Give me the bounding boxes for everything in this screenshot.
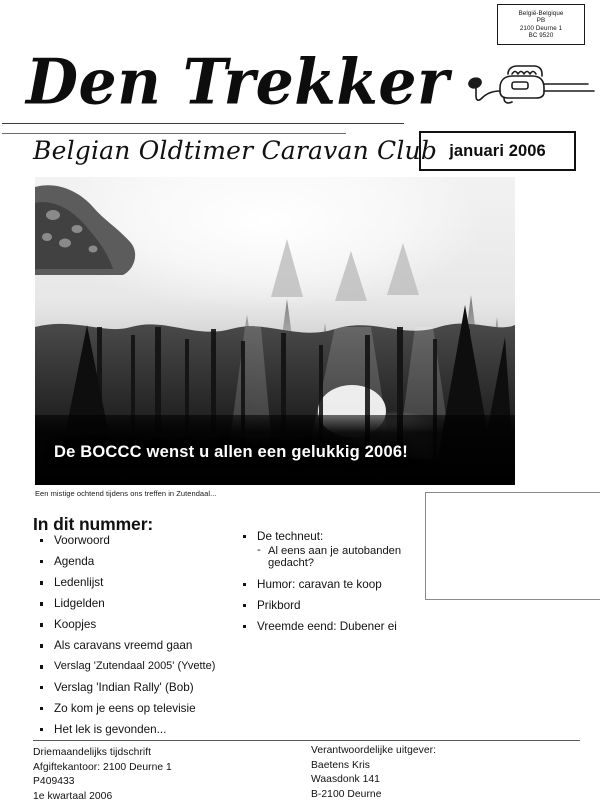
list-item[interactable]: Ledenlijst: [33, 576, 238, 590]
footer-left-line: Afgiftekantoor: 2100 Deurne 1: [33, 761, 172, 773]
permit-line-2: PB: [536, 17, 546, 25]
list-item[interactable]: Het lek is gevonden...: [33, 723, 238, 737]
footer-right-block: [311, 744, 436, 802]
issue-date-box: [419, 131, 576, 171]
footer-right-line: Baetens Kris: [311, 759, 370, 771]
masthead-title: Den Trekker: [26, 46, 450, 120]
permit-line-1: België-Belgique: [518, 9, 564, 17]
footer-left-line: 1e kwartaal 2006: [33, 790, 113, 802]
footer-left-line: Driemaandelijks tijdschrift: [33, 747, 152, 758]
permit-line-4: BC 9520: [528, 31, 554, 39]
footer-left-block: [33, 746, 172, 804]
list-item[interactable]: [236, 530, 426, 570]
contents-column-left: [33, 534, 238, 744]
list-item[interactable]: Voorwoord: [33, 534, 238, 548]
list-item[interactable]: Agenda: [33, 555, 238, 569]
photo-caption: Een mistige ochtend tijdens ons treffen in Zutendaal...: [35, 489, 217, 498]
caravan-icon: [462, 58, 600, 116]
footer-right-line: Verantwoordelijke uitgever:: [311, 745, 436, 756]
list-item-label: De techneut:: [257, 530, 324, 543]
footer-divider: [33, 740, 580, 741]
issue-date-label: januari 2006: [449, 141, 546, 160]
contents-list-left: [33, 534, 238, 736]
permit-line-3: 2100 Deurne 1: [519, 24, 563, 32]
list-item[interactable]: Verslag 'Indian Rally' (Bob): [33, 681, 238, 695]
postal-permit-box: [497, 4, 585, 45]
contents-column-right: [236, 530, 426, 641]
contents-heading: In dit nummer:: [33, 514, 154, 534]
list-item[interactable]: Verslag 'Zutendaal 2005' (Yvette): [33, 660, 238, 673]
masthead-subtitle: Belgian Oldtimer Caravan Club: [33, 136, 438, 165]
masthead-rule-top: [2, 123, 404, 124]
photo-banner: [35, 436, 515, 468]
list-item[interactable]: Als caravans vreemd gaan: [33, 639, 238, 653]
list-item[interactable]: Koopjes: [33, 618, 238, 632]
footer-right-line: B-2100 Deurne: [311, 788, 382, 800]
footer-right-line: Waasdonk 141: [311, 774, 380, 786]
contents-sublist: [257, 545, 426, 571]
list-item[interactable]: Lidgelden: [33, 597, 238, 611]
list-item[interactable]: Humor: caravan te koop: [236, 578, 426, 592]
list-item[interactable]: Zo kom je eens op televisie: [33, 702, 238, 716]
footer-left-line: P409433: [33, 776, 75, 788]
cover-photo: [35, 177, 515, 485]
list-item[interactable]: Vreemde eend: Dubener ei: [236, 620, 426, 634]
photo-banner-text: De BOCCC wenst u allen een gelukkig 2006!: [54, 442, 408, 461]
empty-side-box: [425, 492, 600, 600]
sub-list-item[interactable]: - Al eens aan je autobanden gedacht?: [257, 545, 426, 571]
list-item[interactable]: Prikbord: [236, 599, 426, 613]
contents-list-right: [236, 530, 426, 633]
masthead-rule-second: [2, 133, 346, 134]
